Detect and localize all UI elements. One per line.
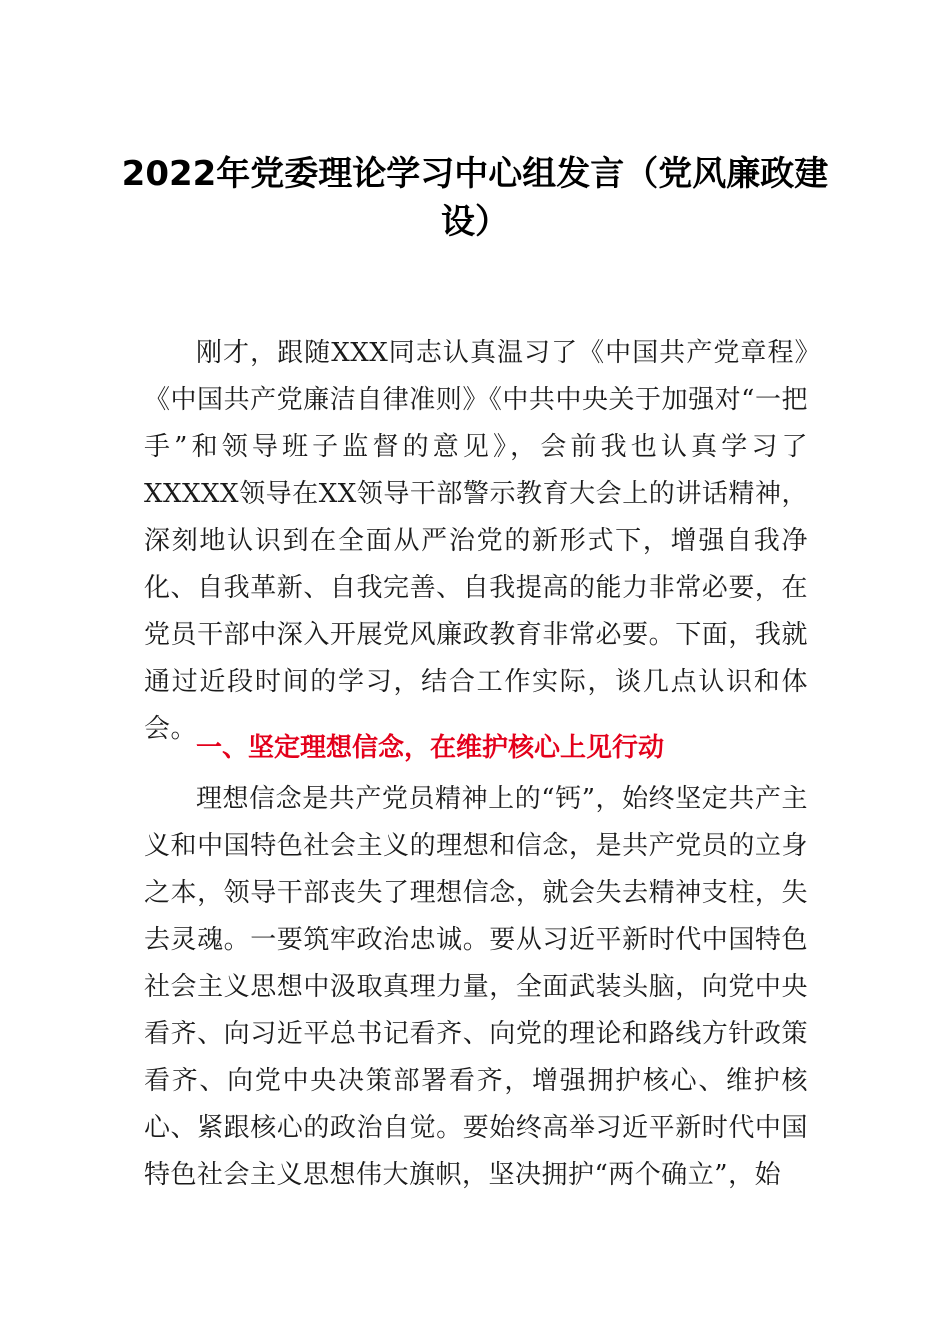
- intro-paragraph: 刚才，跟随XXX同志认真温习了《中国共产党章程》《中国共产党廉洁自律准则》《中共中央关于加强对“一把手”和领导班子监督的意见》，会前我也认真学习了XXXXX领导在XX领导干部警示教育大会上的讲话精神，深刻地认识到在全面从严治党的新形式下，增强自我净化、自我革新、自我完善、自我提高的能力非常必要，在党员干部中深入开展党风廉政教育非常必要。下面，我就通过近段时间的学习，结合工作实际，谈几点认识和体会。: [144, 338, 808, 744]
- section-paragraph: 理想信念是共产党员精神上的“钙”，始终坚定共产主义和中国特色社会主义的理想和信念，是共产党员的立身之本，领导干部丧失了理想信念，就会失去精神支柱，失去灵魂。一要筑牢政治忠诚。要从习近平新时代中国特色社会主义思想中汲取真理力量，全面武装头脑，向党中央看齐、向习近平总书记看齐、向党的理论和路线方针政策看齐、向党中央决策部署看齐，增强拥护核心、维护核心、紧跟核心的政治自觉。要始终高举习近平新时代中国特色社会主义思想伟大旗帜，坚决拥护“两个确立”，始: [144, 784, 808, 1190]
- section-heading: 一、坚定理想信念，在维护核心上见行动: [196, 733, 665, 763]
- document-title: 2022年党委理论学习中心组发言（党风廉政建设）: [121, 154, 829, 242]
